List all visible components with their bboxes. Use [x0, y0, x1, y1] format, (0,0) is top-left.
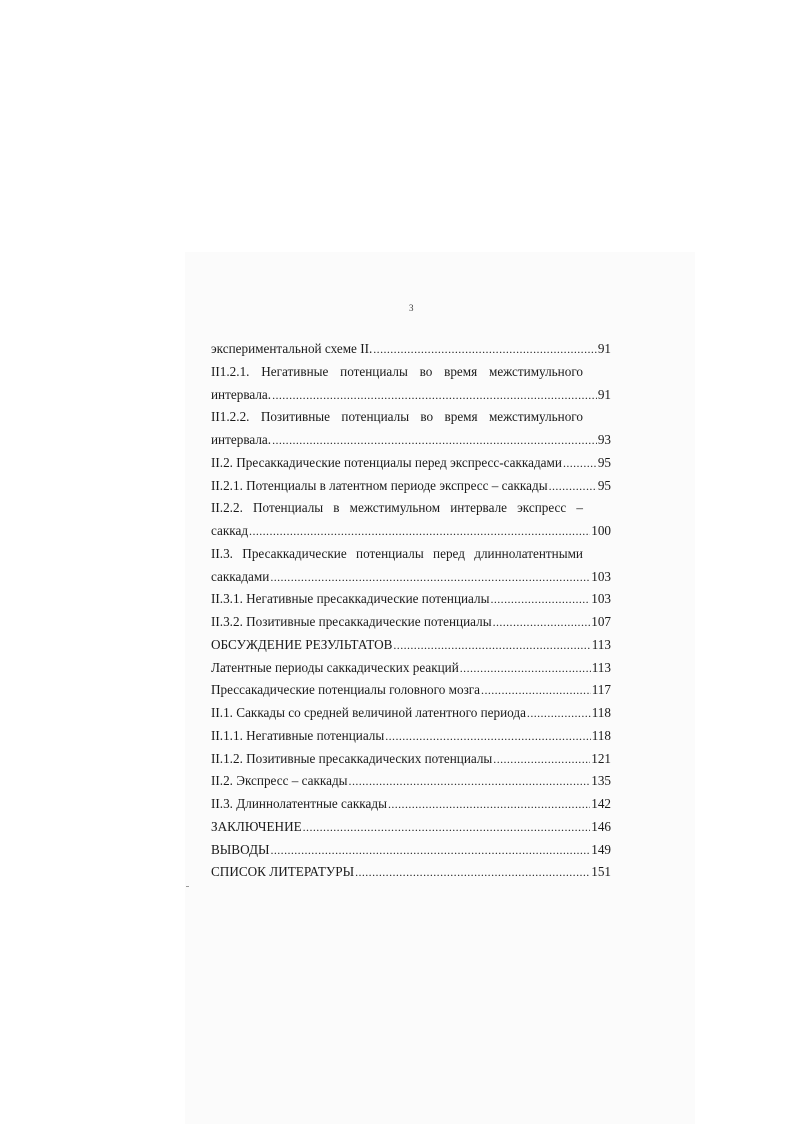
toc-entry: [211, 384, 611, 407]
toc-entry-title: экспериментальной схеме II.: [211, 341, 373, 356]
toc-entry: [211, 429, 611, 452]
toc-entry: [211, 452, 611, 475]
toc-dot-leader: [490, 588, 590, 611]
toc-entry-page: 113: [591, 659, 611, 675]
toc-entry-title: СПИСОК ЛИТЕРАТУРЫ: [211, 864, 355, 880]
toc-entry-title: Латентные периоды саккадических реакций: [211, 659, 459, 675]
toc-entry: [211, 861, 611, 884]
toc-entry: [211, 611, 611, 634]
toc-dot-leader: [355, 861, 590, 884]
toc-entry-title: II.3.1. Негативные пресаккадические потенциалы: [211, 591, 490, 607]
toc-dot-leader: [272, 429, 597, 452]
toc-entry-title: интервала.: [211, 432, 272, 447]
toc-entry: [211, 520, 611, 543]
toc-entry-title: ЗАКЛЮЧЕНИЕ: [211, 818, 302, 834]
toc-entry-title: Прессакадические потенциалы головного мозга: [211, 682, 481, 698]
toc-entry-page: 118: [591, 727, 611, 743]
toc-entry: [211, 725, 611, 748]
toc-entry-title: II.3. Длиннолатентные саккады: [211, 796, 387, 811]
toc-dot-leader: [349, 770, 591, 793]
toc-entry-page: 117: [591, 682, 611, 698]
toc-dot-leader: [563, 452, 597, 475]
toc-entry-title: II.3.2. Позитивные пресаккадические потенциалы: [211, 614, 492, 629]
toc-dot-leader: [493, 748, 590, 771]
toc-dot-leader: [393, 634, 590, 657]
toc-dot-leader: [385, 725, 590, 748]
toc-entry-title: II1.2.1. Негативные потенциалы во время межстимульного: [211, 363, 583, 379]
toc-entry-page: 146: [591, 818, 611, 834]
toc-entry-page: 151: [591, 864, 611, 880]
toc-dot-leader: [388, 793, 590, 816]
toc-dot-leader: [272, 384, 597, 407]
toc-dot-leader: [493, 611, 591, 634]
toc-entry-title: II.1.2. Позитивные пресаккадических потенциалы: [211, 750, 493, 766]
toc-entry: [211, 679, 611, 702]
toc-entry-page: 113: [591, 636, 611, 652]
toc-entry: [211, 770, 611, 793]
toc-entry: [211, 793, 611, 816]
toc-entry: [211, 816, 611, 839]
scan-mark: [186, 886, 189, 887]
toc-entry: [211, 839, 611, 862]
toc-entry-title: II.2.1. Потенциалы в латентном периоде экспресс – саккады: [211, 477, 548, 493]
toc-entry: [211, 475, 611, 498]
toc-dot-leader: [481, 679, 591, 702]
toc-entry-title: интервала.: [211, 386, 272, 402]
toc-entry: [211, 361, 611, 384]
page-number: 3: [409, 303, 414, 313]
toc-entry: [211, 406, 611, 429]
toc-entry-page: 91: [597, 386, 611, 402]
toc-entry-page: 91: [597, 341, 611, 356]
toc-entry-page: 121: [591, 750, 611, 766]
toc-dot-leader: [373, 338, 597, 361]
toc-entry: [211, 338, 611, 361]
toc-entry: [211, 588, 611, 611]
toc-dot-leader: [249, 520, 590, 543]
toc-entry-page: 149: [591, 841, 611, 857]
toc-entry-page: 142: [591, 796, 611, 811]
toc-entry-page: 118: [591, 705, 611, 720]
toc-entry-title: II.1. Саккады со средней величиной латентного периода: [211, 705, 526, 720]
toc-entry-title: саккад: [211, 523, 249, 538]
toc-entry-title: II.2. Пресаккадические потенциалы перед экспресс-саккадами: [211, 454, 562, 470]
toc-entry-page: 95: [597, 454, 611, 470]
toc-entry-page: 95: [597, 477, 611, 493]
toc-entry: [211, 543, 611, 566]
toc-entry-title: II.1.1. Негативные потенциалы: [211, 727, 385, 743]
toc-entry-page: 103: [591, 568, 611, 584]
toc-dot-leader: [270, 839, 590, 862]
table-of-contents: [211, 338, 611, 884]
toc-entry-page: 135: [591, 773, 611, 789]
toc-dot-leader: [303, 816, 591, 839]
toc-dot-leader: [270, 566, 590, 589]
toc-entry-title: II.2.2. Потенциалы в межстимульном интервале экспресс –: [211, 500, 583, 516]
toc-entry-title: II.2. Экспресс – саккады: [211, 773, 348, 789]
toc-dot-leader: [460, 657, 591, 680]
toc-entry-title: II1.2.2. Позитивные потенциалы во время межстимульного: [211, 409, 583, 425]
toc-entry-title: ОБСУЖДЕНИЕ РЕЗУЛЬТАТОВ: [211, 636, 393, 652]
toc-entry: [211, 702, 611, 725]
toc-entry-page: 107: [591, 614, 611, 629]
toc-entry-page: 100: [591, 523, 611, 538]
toc-entry: [211, 497, 611, 520]
toc-entry-page: 93: [597, 432, 611, 447]
toc-entry: [211, 566, 611, 589]
toc-dot-leader: [549, 475, 597, 498]
toc-entry-title: II.3. Пресаккадические потенциалы перед длиннолатентными: [211, 545, 583, 561]
toc-entry-title: ВЫВОДЫ: [211, 841, 270, 857]
toc-entry-page: 103: [591, 591, 611, 607]
toc-entry: [211, 634, 611, 657]
toc-entry: [211, 657, 611, 680]
toc-dot-leader: [527, 702, 591, 725]
toc-entry-title: саккадами: [211, 568, 270, 584]
toc-entry: [211, 748, 611, 771]
